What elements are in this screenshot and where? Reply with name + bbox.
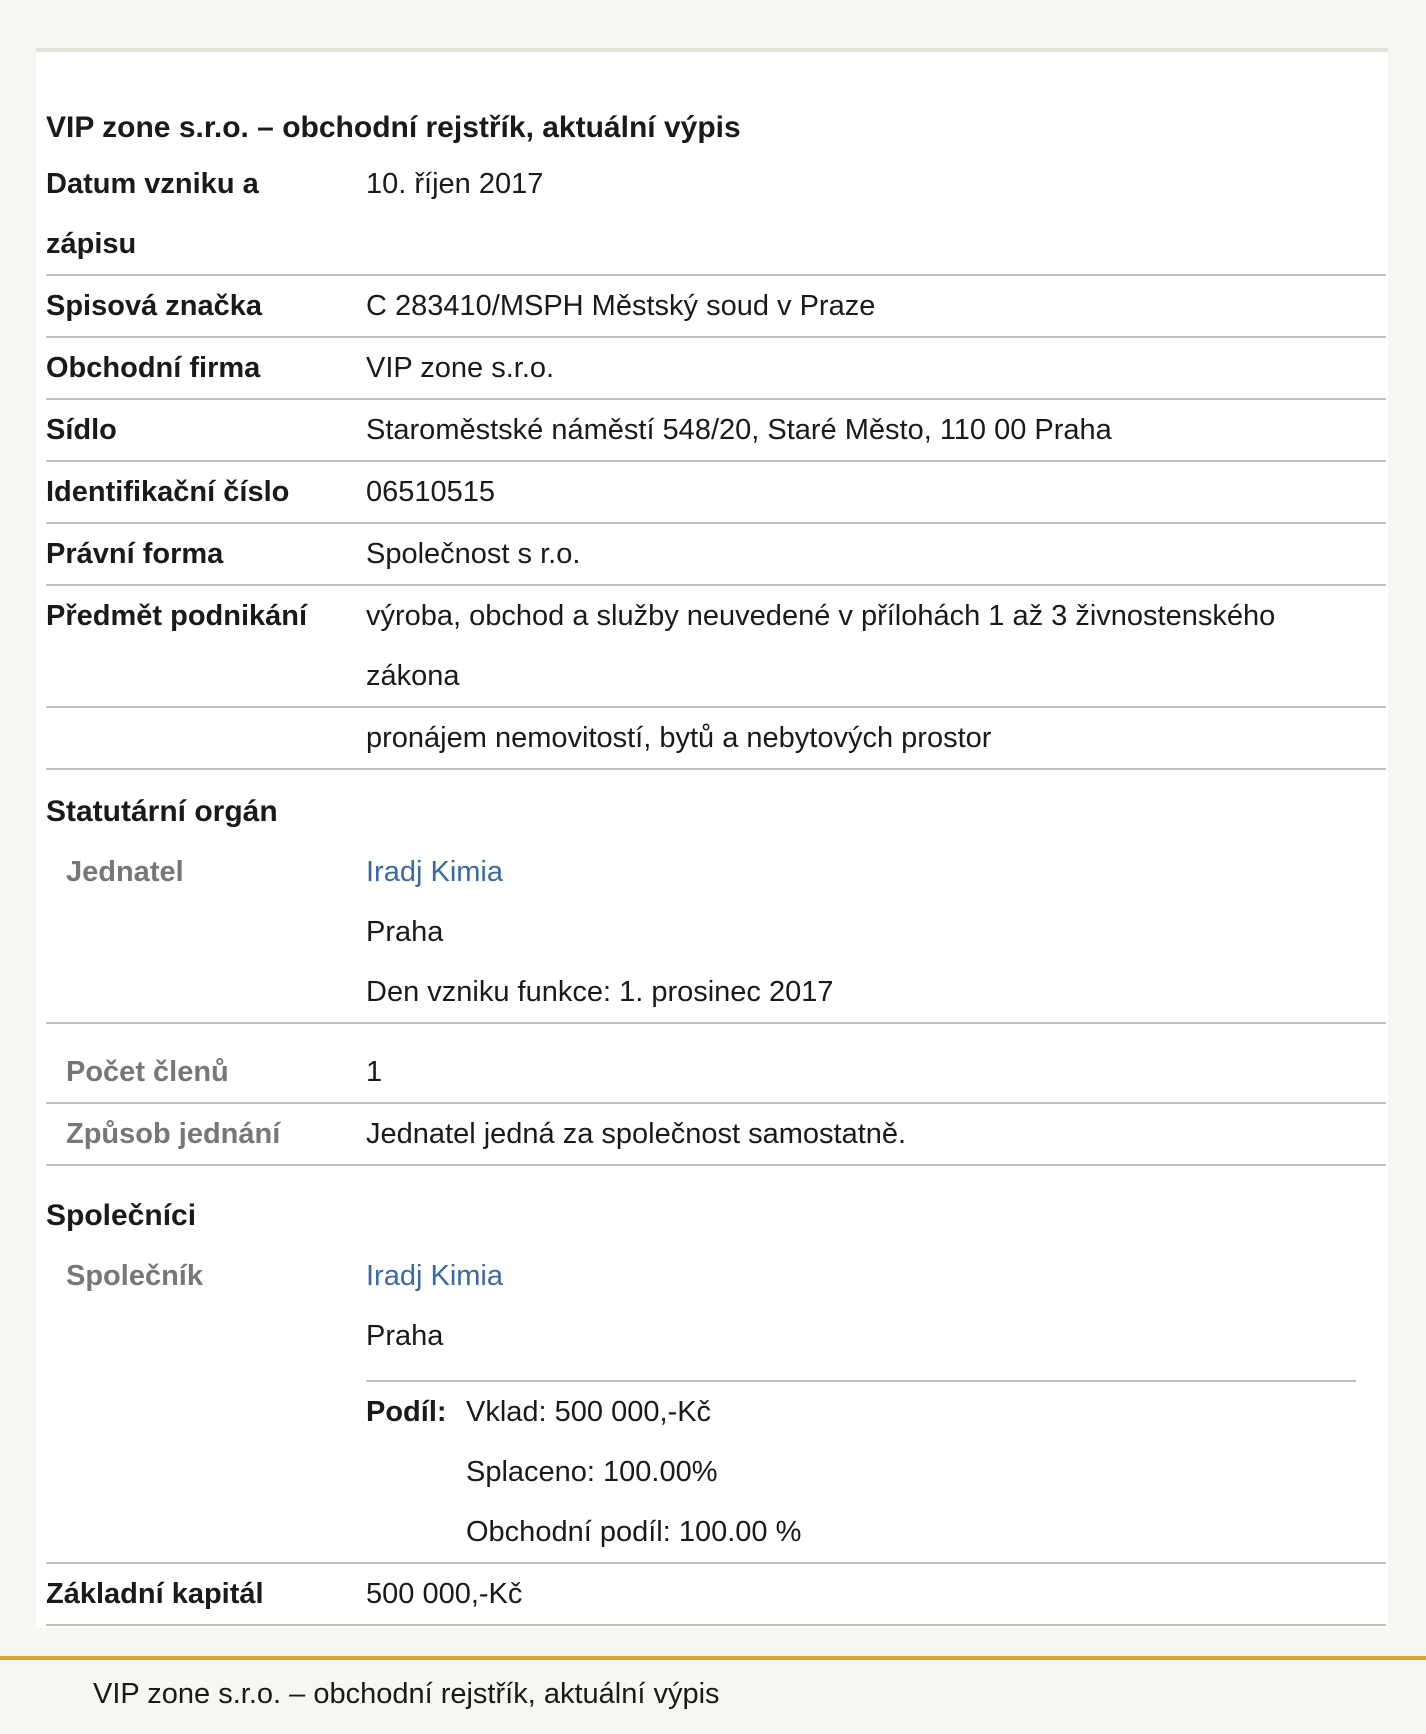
row-pravni-forma	[46, 524, 1386, 586]
row-datum-vzniku	[46, 154, 1386, 276]
row-pocet-clenu	[46, 1042, 1386, 1104]
row-zpusob-jednani	[46, 1104, 1386, 1166]
row-value	[366, 842, 834, 1022]
row-label: Datum vzniku a zápisu	[46, 168, 259, 260]
section-spolecnici: Společníci	[46, 1199, 197, 1232]
footer	[0, 1656, 1426, 1734]
row-label: Obchodní firma	[46, 352, 261, 384]
row-jednatel	[46, 842, 1386, 1024]
row-obchodni-firma	[46, 338, 1386, 400]
row-zakladni-kapital	[46, 1564, 1386, 1626]
row-label: Předmět podnikání	[46, 600, 308, 632]
function-since: Den vzniku funkce: 1. prosinec 2017	[366, 976, 834, 1008]
share-obchodni-podil: Obchodní podíl: 100.00 %	[466, 1516, 802, 1548]
row-value: 500 000,-Kč	[366, 1578, 523, 1610]
row-predmet-podnikani	[46, 586, 1386, 708]
row-label: Základní kapitál	[46, 1578, 264, 1610]
row-label: Způsob jednání	[66, 1118, 281, 1150]
section-statutarni-organ: Statutární orgán	[46, 795, 278, 828]
row-value: pronájem nemovitostí, bytů a nebytových prostor	[366, 722, 992, 754]
row-ico	[46, 462, 1386, 524]
share-splaceno: Splaceno: 100.00%	[466, 1456, 718, 1488]
person-city: Praha	[366, 1320, 444, 1352]
row-value: 10. říjen 2017	[366, 168, 544, 200]
row-label: Sídlo	[46, 414, 117, 446]
row-value: výroba, obchod a služby neuvedené v přílohách 1 až 3 živnostenského zákona	[366, 600, 1276, 692]
row-value: 06510515	[366, 476, 496, 508]
person-city: Praha	[366, 916, 444, 948]
page-title: VIP zone s.r.o. – obchodní rejstřík, aktuální výpis	[46, 111, 741, 144]
person-link[interactable]: Iradj Kimia	[366, 1260, 503, 1292]
share-vklad: Vklad: 500 000,-Kč	[466, 1396, 712, 1428]
share-box	[366, 1380, 1356, 1548]
row-value: Staroměstské náměstí 548/20, Staré Město, 110 00 Praha	[366, 414, 1112, 446]
footer-text: VIP zone s.r.o. – obchodní rejstřík, aktuální výpis	[93, 1678, 720, 1710]
row-value: C 283410/MSPH Městský soud v Praze	[366, 290, 876, 322]
share-label: Podíl:	[366, 1396, 447, 1428]
row-label: Společník	[66, 1260, 203, 1292]
share-details	[466, 1382, 801, 1562]
row-predmet-podnikani-2	[46, 708, 1386, 770]
person-link[interactable]: Iradj Kimia	[366, 856, 503, 888]
row-value: Jednatel jedná za společnost samostatně.	[366, 1118, 907, 1150]
row-spisova-znacka	[46, 276, 1386, 338]
row-value: VIP zone s.r.o.	[366, 352, 555, 384]
row-value	[366, 1246, 503, 1366]
row-value: Společnost s r.o.	[366, 538, 581, 570]
row-value: 1	[366, 1056, 383, 1088]
row-label: Jednatel	[66, 856, 184, 888]
row-label: Identifikační číslo	[46, 476, 290, 508]
row-label: Počet členů	[66, 1056, 229, 1088]
registry-card	[36, 48, 1388, 1628]
row-label: Právní forma	[46, 538, 224, 570]
row-spolecnik	[46, 1246, 1386, 1564]
row-sidlo	[46, 400, 1386, 462]
row-label: Spisová značka	[46, 290, 262, 322]
